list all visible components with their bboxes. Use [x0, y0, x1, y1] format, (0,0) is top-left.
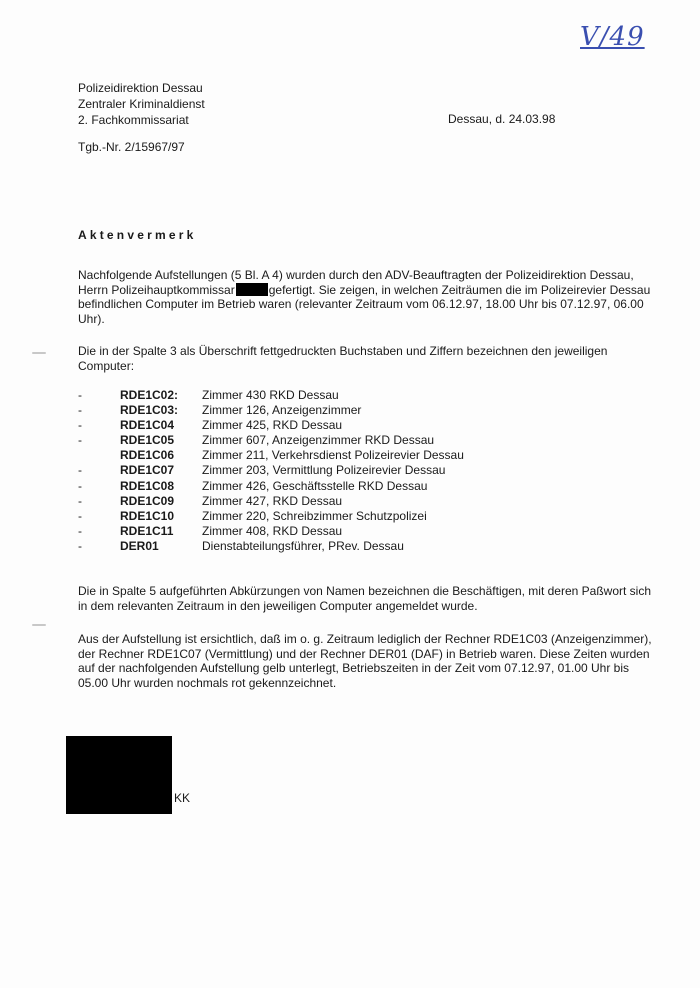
- scan-edge-mark: [32, 352, 46, 354]
- paragraph-intro: [78, 268, 658, 326]
- document-date: Dessau, d. 24.03.98: [448, 112, 556, 126]
- document-title: Aktenvermerk: [78, 228, 197, 242]
- computer-code: RDE1C04: [120, 418, 175, 433]
- computer-code: RDE1C03:: [120, 403, 179, 418]
- computer-location: Zimmer 220, Schreibzimmer Schutzpolizei: [202, 508, 427, 523]
- computer-code: RDE1C05: [120, 433, 175, 448]
- signature-rank: KK: [174, 791, 191, 805]
- signature-redaction: [66, 736, 172, 814]
- paragraph-abbreviations: Die in Spalte 5 aufgeführten Abkürzungen von Namen bezeichnen die Beschäftigen, mit deren Paßwort sich in dem relevanten Zeitraum in den jeweiligen Computer angemeldet wurde.: [78, 584, 652, 613]
- list-bullet: -: [78, 493, 82, 508]
- list-bullet: -: [78, 388, 82, 402]
- computer-location: Zimmer 425, RKD Dessau: [202, 418, 343, 433]
- computer-location: Zimmer 427, RKD Dessau: [202, 493, 343, 508]
- computer-location: Zimmer 211, Verkehrsdienst Polizeirevier Dessau: [202, 448, 464, 463]
- handwritten-page-number: V/49: [580, 22, 645, 52]
- reference-number: Tgb.-Nr. 2/15967/97: [78, 140, 185, 154]
- list-bullet: -: [78, 433, 82, 448]
- sender-line: Polizeidirektion Dessau: [78, 81, 203, 95]
- sender-line: 2. Fachkommissariat: [78, 113, 189, 127]
- list-bullet: -: [78, 418, 82, 433]
- computer-location: Dienstabteilungsführer, PRev. Dessau: [202, 538, 404, 553]
- computer-code: RDE1C11: [120, 523, 174, 538]
- sender-address: [78, 80, 205, 128]
- sender-line: Zentraler Kriminaldienst: [78, 97, 205, 111]
- list-bullet: -: [78, 478, 82, 493]
- list-bullet: -: [78, 508, 82, 523]
- computer-code: DER01: [120, 538, 159, 553]
- paragraph-intro-text-a: Nachfolgende Aufstellungen (5 Bl. A 4) wurden durch den ADV-Beauftragten der Polizeidirektion Dessau, Herrn Polizeihauptkommissar: [78, 268, 634, 297]
- computer-location: Zimmer 426, Geschäftsstelle RKD Dessau: [202, 478, 428, 493]
- computer-location: Zimmer 430 RKD Dessau: [202, 388, 339, 402]
- computer-location: Zimmer 126, Anzeigenzimmer: [202, 403, 362, 418]
- computer-code: RDE1C07: [120, 463, 175, 478]
- list-bullet: -: [78, 538, 82, 553]
- computer-code: RDE1C06: [120, 448, 175, 463]
- paragraph-conclusion: Aus der Aufstellung ist ersichtlich, daß im o. g. Zeitraum lediglich der Rechner RDE1C03 (Anzeigenzimmer), der Rechner RDE1C07 (Vermittlung) und der Rechner DER01 (DAF) in Betrieb waren. Diese Zeiten wurden auf der nachfolgenden Aufstellung gelb unterlegt, Betriebszeiten in der Zeit vom 07.12.97, 01.00 Uhr bis 05.00 Uhr wurden nochmals rot gekennzeichnet.: [78, 632, 652, 690]
- paragraph-columns: Die in der Spalte 3 als Überschrift fettgedruckten Buchstaben und Ziffern bezeichnen den jeweiligen Computer:: [78, 344, 608, 373]
- paragraph-intro-text-b: gefertigt. Sie zeigen, in welchen Zeiträumen die im Polizeirevier Dessau befindlichen Computer im Betrieb waren (relevanter Zeitraum vom 06.12.97, 18.00 Uhr bis 07.12.97, 06.00 Uhr).: [78, 282, 651, 326]
- computer-code: RDE1C09: [120, 493, 175, 508]
- computer-code: RDE1C08: [120, 478, 175, 493]
- computer-code: RDE1C10: [120, 508, 175, 523]
- scan-edge-mark: [32, 624, 46, 626]
- list-bullet: -: [78, 463, 82, 478]
- computer-location: Zimmer 607, Anzeigenzimmer RKD Dessau: [202, 433, 435, 448]
- computer-location: Zimmer 203, Vermittlung Polizeirevier Dessau: [202, 463, 446, 478]
- name-redaction: [236, 283, 268, 296]
- computer-code: RDE1C02:: [120, 388, 179, 402]
- computer-location: Zimmer 408, RKD Dessau: [202, 523, 343, 538]
- list-bullet: -: [78, 403, 82, 418]
- list-bullet: -: [78, 523, 82, 538]
